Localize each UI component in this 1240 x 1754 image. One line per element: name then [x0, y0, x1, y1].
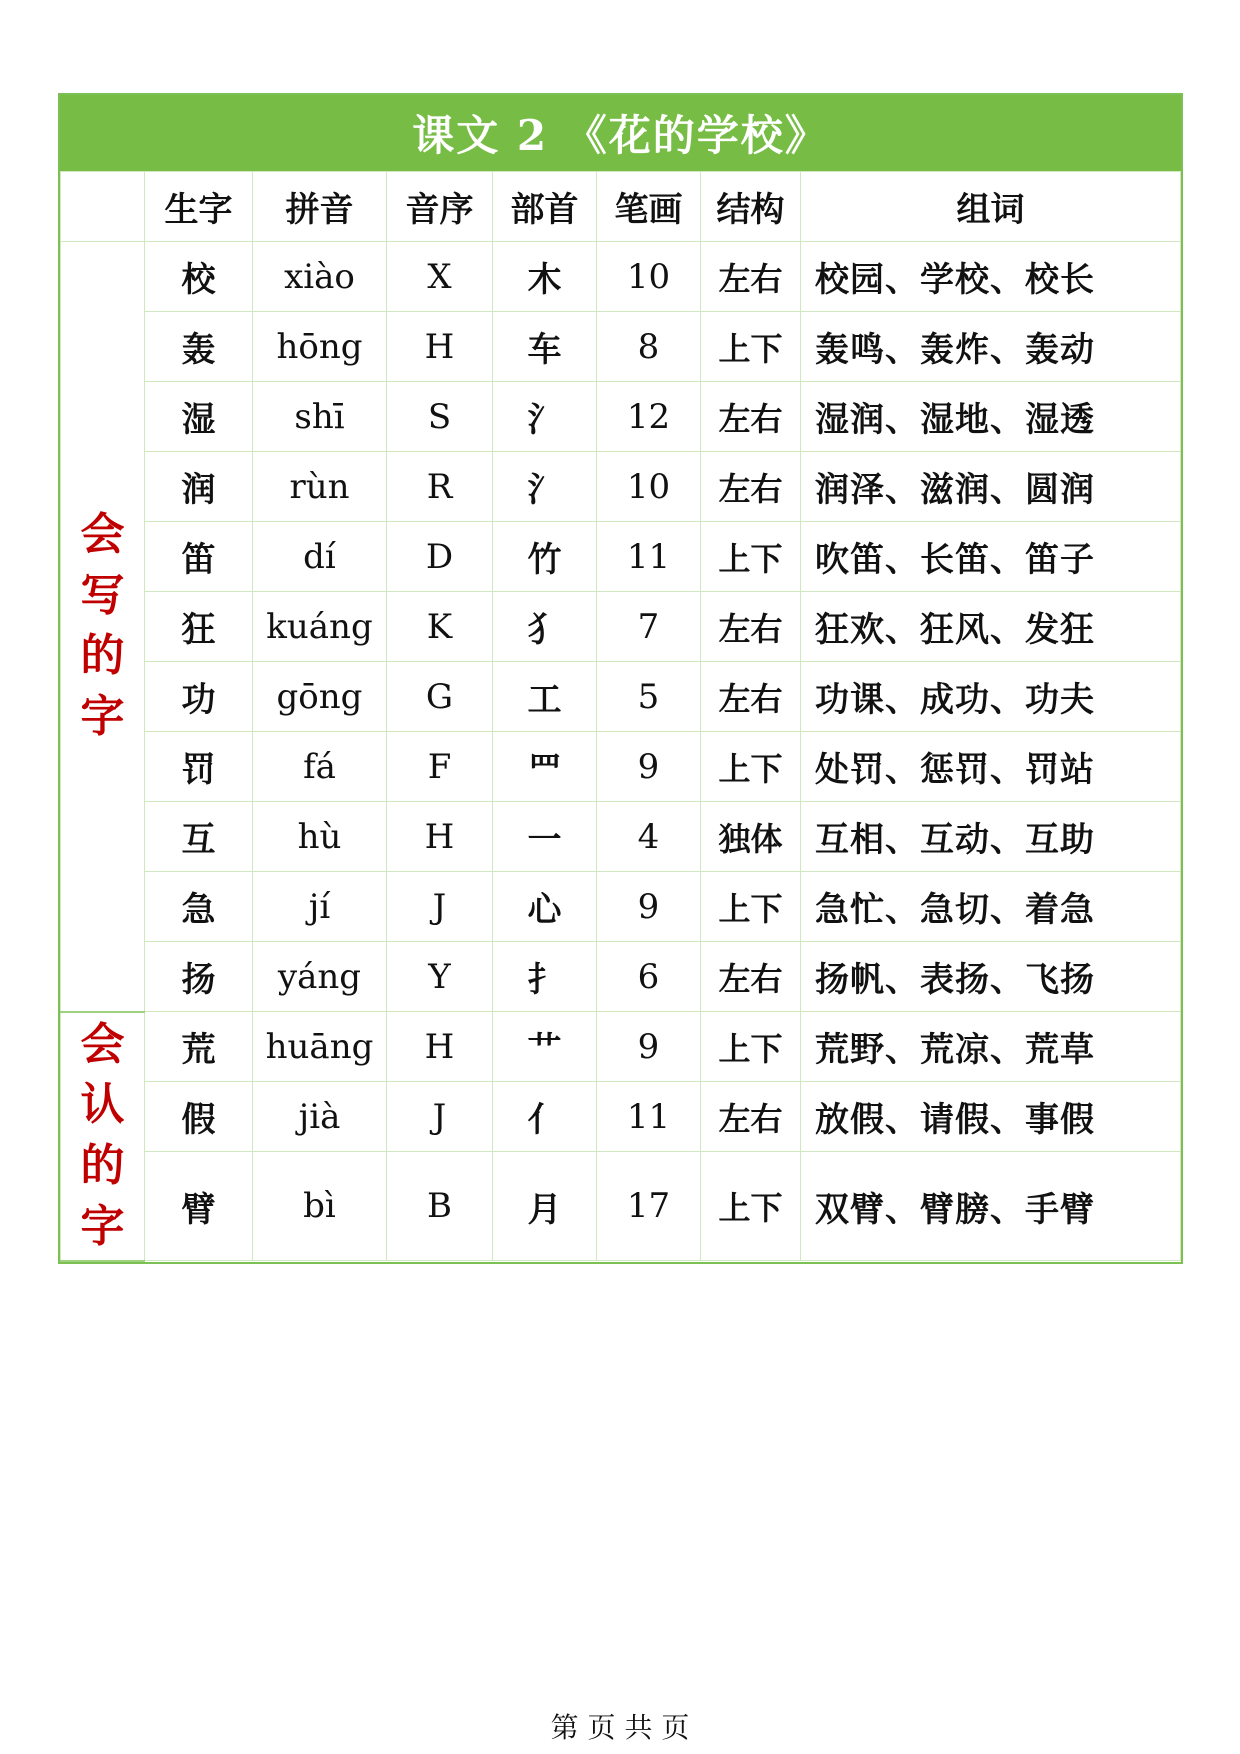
radical-cell: 竹	[493, 522, 597, 592]
lesson-title: 课文 2 《花的学校》	[60, 95, 1181, 171]
structure-cell: 左右	[701, 1082, 801, 1152]
vocab-table	[60, 171, 1181, 1262]
initial-letter-cell: K	[387, 592, 493, 662]
radical-cell: 心	[493, 872, 597, 942]
table-row	[61, 592, 1181, 662]
header-cell-pinyin: 拼音	[253, 172, 387, 242]
header-cell-char: 生字	[145, 172, 253, 242]
table-row	[61, 242, 1181, 312]
character-cell: 臂	[145, 1152, 253, 1261]
table-row	[61, 522, 1181, 592]
stroke-count-cell: 7	[597, 592, 701, 662]
structure-cell: 左右	[701, 242, 801, 312]
character-cell: 急	[145, 872, 253, 942]
pinyin-cell: fá	[253, 732, 387, 802]
initial-letter-cell: F	[387, 732, 493, 802]
character-cell: 校	[145, 242, 253, 312]
page-footer: 第 页 共 页	[550, 1711, 690, 1744]
structure-cell: 独体	[701, 802, 801, 872]
pinyin-cell: jià	[253, 1082, 387, 1152]
group-label-char: 会	[80, 508, 125, 560]
initial-letter-cell: J	[387, 872, 493, 942]
stroke-count-cell: 8	[597, 312, 701, 382]
structure-cell: 上下	[701, 1012, 801, 1082]
pinyin-cell: gōng	[253, 662, 387, 732]
table-row	[61, 1082, 1181, 1152]
table-row	[61, 662, 1181, 732]
stroke-count-cell: 5	[597, 662, 701, 732]
initial-letter-cell: J	[387, 1082, 493, 1152]
radical-cell: 木	[493, 242, 597, 312]
table-row	[61, 872, 1181, 942]
structure-cell: 左右	[701, 452, 801, 522]
table-row	[61, 1152, 1181, 1261]
radical-cell: 艹	[493, 1012, 597, 1082]
stroke-count-cell: 11	[597, 522, 701, 592]
word-examples-cell: 放假、请假、事假	[801, 1082, 1181, 1152]
stroke-count-cell: 12	[597, 382, 701, 452]
pinyin-cell: huāng	[253, 1012, 387, 1082]
stroke-count-cell: 9	[597, 1012, 701, 1082]
character-cell: 罚	[145, 732, 253, 802]
initial-letter-cell: Y	[387, 942, 493, 1012]
stroke-count-cell: 10	[597, 242, 701, 312]
initial-letter-cell: G	[387, 662, 493, 732]
pinyin-cell: yáng	[253, 942, 387, 1012]
structure-cell: 左右	[701, 592, 801, 662]
table-row	[61, 1012, 1181, 1082]
stroke-count-cell: 9	[597, 732, 701, 802]
header-cell-words: 组词	[801, 172, 1181, 242]
group-label-char: 认	[80, 1079, 125, 1131]
group-label	[61, 242, 145, 1012]
initial-letter-cell: H	[387, 1012, 493, 1082]
group-label-char: 会	[80, 1018, 125, 1070]
pinyin-cell: kuáng	[253, 592, 387, 662]
stroke-count-cell: 4	[597, 802, 701, 872]
group-label-char: 写	[80, 569, 125, 621]
initial-letter-cell: X	[387, 242, 493, 312]
stroke-count-cell: 11	[597, 1082, 701, 1152]
vocab-sheet	[58, 93, 1183, 1264]
word-examples-cell: 荒野、荒凉、荒草	[801, 1012, 1181, 1082]
character-cell: 润	[145, 452, 253, 522]
structure-cell: 上下	[701, 522, 801, 592]
vocab-table-body	[61, 242, 1181, 1261]
initial-letter-cell: D	[387, 522, 493, 592]
stroke-count-cell: 10	[597, 452, 701, 522]
radical-cell: 氵	[493, 382, 597, 452]
character-cell: 狂	[145, 592, 253, 662]
table-row	[61, 802, 1181, 872]
character-cell: 笛	[145, 522, 253, 592]
group-label	[61, 1012, 145, 1261]
word-examples-cell: 扬帆、表扬、飞扬	[801, 942, 1181, 1012]
structure-cell: 上下	[701, 872, 801, 942]
stroke-count-cell: 9	[597, 872, 701, 942]
table-row	[61, 942, 1181, 1012]
pinyin-cell: shī	[253, 382, 387, 452]
pinyin-cell: hù	[253, 802, 387, 872]
word-examples-cell: 功课、成功、功夫	[801, 662, 1181, 732]
header-cell-strokes: 笔画	[597, 172, 701, 242]
radical-cell: 罒	[493, 732, 597, 802]
word-examples-cell: 互相、互动、互助	[801, 802, 1181, 872]
table-row	[61, 312, 1181, 382]
radical-cell: 工	[493, 662, 597, 732]
pinyin-cell: xiào	[253, 242, 387, 312]
pinyin-cell: dí	[253, 522, 387, 592]
character-cell: 互	[145, 802, 253, 872]
radical-cell: 一	[493, 802, 597, 872]
word-examples-cell: 校园、学校、校长	[801, 242, 1181, 312]
pinyin-cell: rùn	[253, 452, 387, 522]
header-cell-group	[61, 172, 145, 242]
word-examples-cell: 润泽、滋润、圆润	[801, 452, 1181, 522]
word-examples-cell: 处罚、惩罚、罚站	[801, 732, 1181, 802]
radical-cell: 扌	[493, 942, 597, 1012]
stroke-count-cell: 17	[597, 1152, 701, 1261]
character-cell: 功	[145, 662, 253, 732]
stroke-count-cell: 6	[597, 942, 701, 1012]
word-examples-cell: 双臂、臂膀、手臂	[801, 1152, 1181, 1261]
header-cell-radical: 部首	[493, 172, 597, 242]
radical-cell: 月	[493, 1152, 597, 1261]
pinyin-cell: hōng	[253, 312, 387, 382]
character-cell: 轰	[145, 312, 253, 382]
word-examples-cell: 轰鸣、轰炸、轰动	[801, 312, 1181, 382]
structure-cell: 左右	[701, 942, 801, 1012]
character-cell: 扬	[145, 942, 253, 1012]
table-row	[61, 452, 1181, 522]
structure-cell: 左右	[701, 662, 801, 732]
structure-cell: 上下	[701, 312, 801, 382]
header-cell-initial: 音序	[387, 172, 493, 242]
table-row	[61, 732, 1181, 802]
initial-letter-cell: B	[387, 1152, 493, 1261]
character-cell: 假	[145, 1082, 253, 1152]
radical-cell: 犭	[493, 592, 597, 662]
pinyin-cell: jí	[253, 872, 387, 942]
initial-letter-cell: S	[387, 382, 493, 452]
group-label-char: 字	[80, 690, 125, 742]
group-label-char: 字	[80, 1200, 125, 1252]
table-row	[61, 382, 1181, 452]
initial-letter-cell: H	[387, 802, 493, 872]
word-examples-cell: 吹笛、长笛、笛子	[801, 522, 1181, 592]
structure-cell: 上下	[701, 1152, 801, 1261]
word-examples-cell: 急忙、急切、着急	[801, 872, 1181, 942]
structure-cell: 左右	[701, 382, 801, 452]
pinyin-cell: bì	[253, 1152, 387, 1261]
radical-cell: 车	[493, 312, 597, 382]
word-examples-cell: 狂欢、狂风、发狂	[801, 592, 1181, 662]
character-cell: 湿	[145, 382, 253, 452]
structure-cell: 上下	[701, 732, 801, 802]
initial-letter-cell: H	[387, 312, 493, 382]
word-examples-cell: 湿润、湿地、湿透	[801, 382, 1181, 452]
header-cell-structure: 结构	[701, 172, 801, 242]
character-cell: 荒	[145, 1012, 253, 1082]
group-label-char: 的	[80, 630, 125, 682]
radical-cell: 氵	[493, 452, 597, 522]
radical-cell: 亻	[493, 1082, 597, 1152]
group-label-char: 的	[80, 1140, 125, 1191]
initial-letter-cell: R	[387, 452, 493, 522]
header-row	[61, 172, 1181, 242]
